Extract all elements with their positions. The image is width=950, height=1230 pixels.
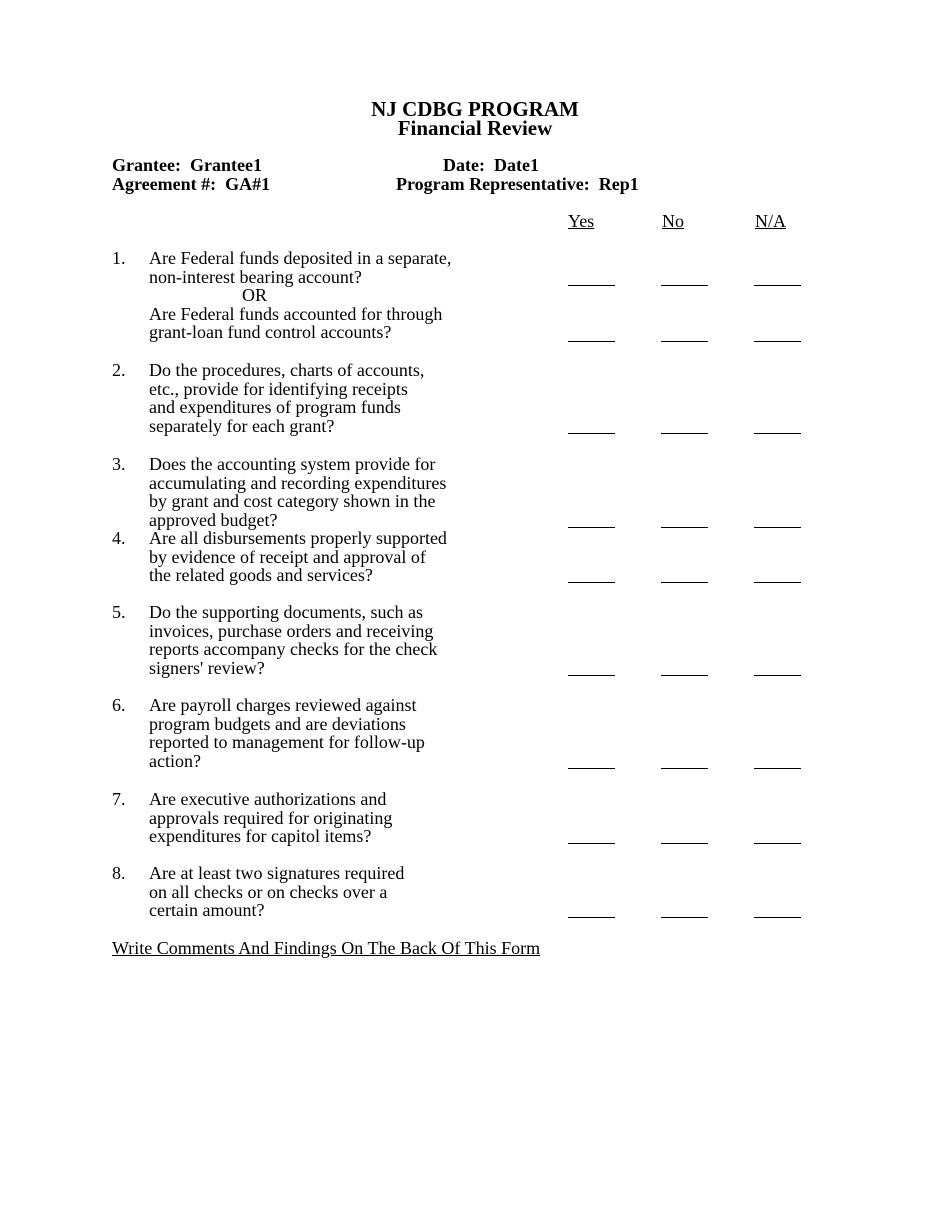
question-line: reported to management for follow-up bbox=[149, 732, 425, 753]
question-line: Does the accounting system provide for bbox=[149, 454, 436, 474]
question-line: the related goods and services? bbox=[149, 565, 373, 586]
question-line: Are executive authorizations and bbox=[149, 789, 387, 809]
question-line: grant-loan fund control accounts? bbox=[149, 322, 392, 343]
question-line: separately for each grant? bbox=[149, 415, 335, 436]
grantee-value: Grantee1 bbox=[189, 155, 262, 175]
answer-blank-yes[interactable] bbox=[568, 582, 615, 583]
answer-blank-no[interactable] bbox=[661, 433, 708, 434]
answer-blank-yes[interactable] bbox=[568, 341, 615, 342]
column-header-yes: Yes bbox=[568, 211, 595, 231]
question-text bbox=[149, 361, 424, 435]
answer-blank-na[interactable] bbox=[754, 341, 801, 342]
answer-blank-na[interactable] bbox=[754, 917, 801, 918]
column-header-na: N/A bbox=[755, 211, 786, 231]
question-text bbox=[149, 790, 392, 846]
question-line: Are Federal funds accounted for through bbox=[149, 303, 443, 324]
answer-blank-yes[interactable] bbox=[568, 285, 615, 286]
question-line: program budgets and are deviations bbox=[149, 713, 406, 734]
form-subtitle: Financial Review bbox=[397, 116, 553, 140]
question-number: 5. bbox=[112, 602, 126, 622]
question-text bbox=[149, 455, 446, 529]
question-line: approvals required for originating bbox=[149, 807, 393, 828]
question-number: 8. bbox=[112, 863, 126, 883]
answer-blank-no[interactable] bbox=[661, 917, 708, 918]
question-line: non-interest bearing account? bbox=[149, 266, 362, 287]
date-value: Date1 bbox=[493, 155, 539, 175]
question-number: 6. bbox=[112, 695, 126, 715]
question-line: invoices, purchase orders and receiving bbox=[149, 620, 434, 641]
question-line: by grant and cost category shown in the bbox=[149, 491, 436, 512]
answer-blank-yes[interactable] bbox=[568, 527, 615, 528]
question-line: and expenditures of program funds bbox=[149, 397, 401, 418]
answer-blank-na[interactable] bbox=[754, 433, 801, 434]
agreement-field bbox=[112, 175, 270, 194]
question-line: certain amount? bbox=[149, 900, 265, 921]
answer-blank-no[interactable] bbox=[661, 582, 708, 583]
question-number: 2. bbox=[112, 360, 126, 380]
question-line: Are all disbursements properly supported bbox=[149, 528, 447, 548]
question-line: etc., provide for identifying receipts bbox=[149, 378, 408, 399]
answer-blank-na[interactable] bbox=[754, 843, 801, 844]
question-line: expenditures for capitol items? bbox=[149, 826, 372, 847]
rep-value: Rep1 bbox=[598, 174, 639, 194]
question-line: Are at least two signatures required bbox=[149, 863, 405, 883]
grantee-field bbox=[112, 156, 262, 175]
question-line: action? bbox=[149, 750, 201, 771]
footer-instruction: Write Comments And Findings On The Back Of This Form bbox=[112, 938, 541, 958]
question-line: by evidence of receipt and approval of bbox=[149, 546, 426, 567]
question-text bbox=[149, 603, 437, 677]
or-separator: OR bbox=[242, 285, 268, 306]
answer-blank-no[interactable] bbox=[661, 341, 708, 342]
answer-blank-yes[interactable] bbox=[568, 843, 615, 844]
answer-blank-na[interactable] bbox=[754, 285, 801, 286]
answer-blank-no[interactable] bbox=[661, 675, 708, 676]
question-line: accumulating and recording expenditures bbox=[149, 472, 447, 493]
question-number: 3. bbox=[112, 454, 126, 474]
date-label: Date: bbox=[443, 155, 485, 175]
agreement-label: Agreement #: bbox=[112, 174, 217, 194]
answer-blank-no[interactable] bbox=[661, 285, 708, 286]
question-line: Do the supporting documents, such as bbox=[149, 602, 423, 622]
date-field bbox=[443, 156, 539, 175]
answer-blank-na[interactable] bbox=[754, 527, 801, 528]
column-header-no: No bbox=[662, 211, 684, 231]
question-line: Are payroll charges reviewed against bbox=[149, 695, 417, 715]
question-number: 7. bbox=[112, 789, 126, 809]
question-line: Do the procedures, charts of accounts, bbox=[149, 360, 425, 380]
question-text bbox=[149, 864, 404, 920]
question-line: reports accompany checks for the check bbox=[149, 639, 438, 660]
question-line: approved budget? bbox=[149, 509, 278, 530]
form-title: NJ CDBG PROGRAM bbox=[371, 97, 579, 121]
answer-blank-na[interactable] bbox=[754, 768, 801, 769]
answer-blank-yes[interactable] bbox=[568, 917, 615, 918]
answer-blank-na[interactable] bbox=[754, 675, 801, 676]
grantee-label: Grantee: bbox=[112, 155, 181, 175]
agreement-value: GA#1 bbox=[225, 174, 271, 194]
answer-blank-na[interactable] bbox=[754, 582, 801, 583]
rep-field bbox=[396, 175, 639, 194]
answer-blank-no[interactable] bbox=[661, 843, 708, 844]
answer-blank-no[interactable] bbox=[661, 527, 708, 528]
question-number: 1. bbox=[112, 248, 126, 268]
question-line: signers' review? bbox=[149, 657, 265, 678]
question-number: 4. bbox=[112, 528, 126, 548]
rep-label: Program Representative: bbox=[396, 174, 590, 194]
question-line: on all checks or on checks over a bbox=[149, 881, 388, 902]
answer-blank-yes[interactable] bbox=[568, 433, 615, 434]
answer-blank-yes[interactable] bbox=[568, 675, 615, 676]
question-text bbox=[149, 696, 425, 770]
question-line: Are Federal funds deposited in a separate, bbox=[149, 248, 452, 268]
answer-blank-yes[interactable] bbox=[568, 768, 615, 769]
answer-blank-no[interactable] bbox=[661, 768, 708, 769]
question-text bbox=[149, 529, 447, 585]
question-text bbox=[149, 249, 451, 342]
